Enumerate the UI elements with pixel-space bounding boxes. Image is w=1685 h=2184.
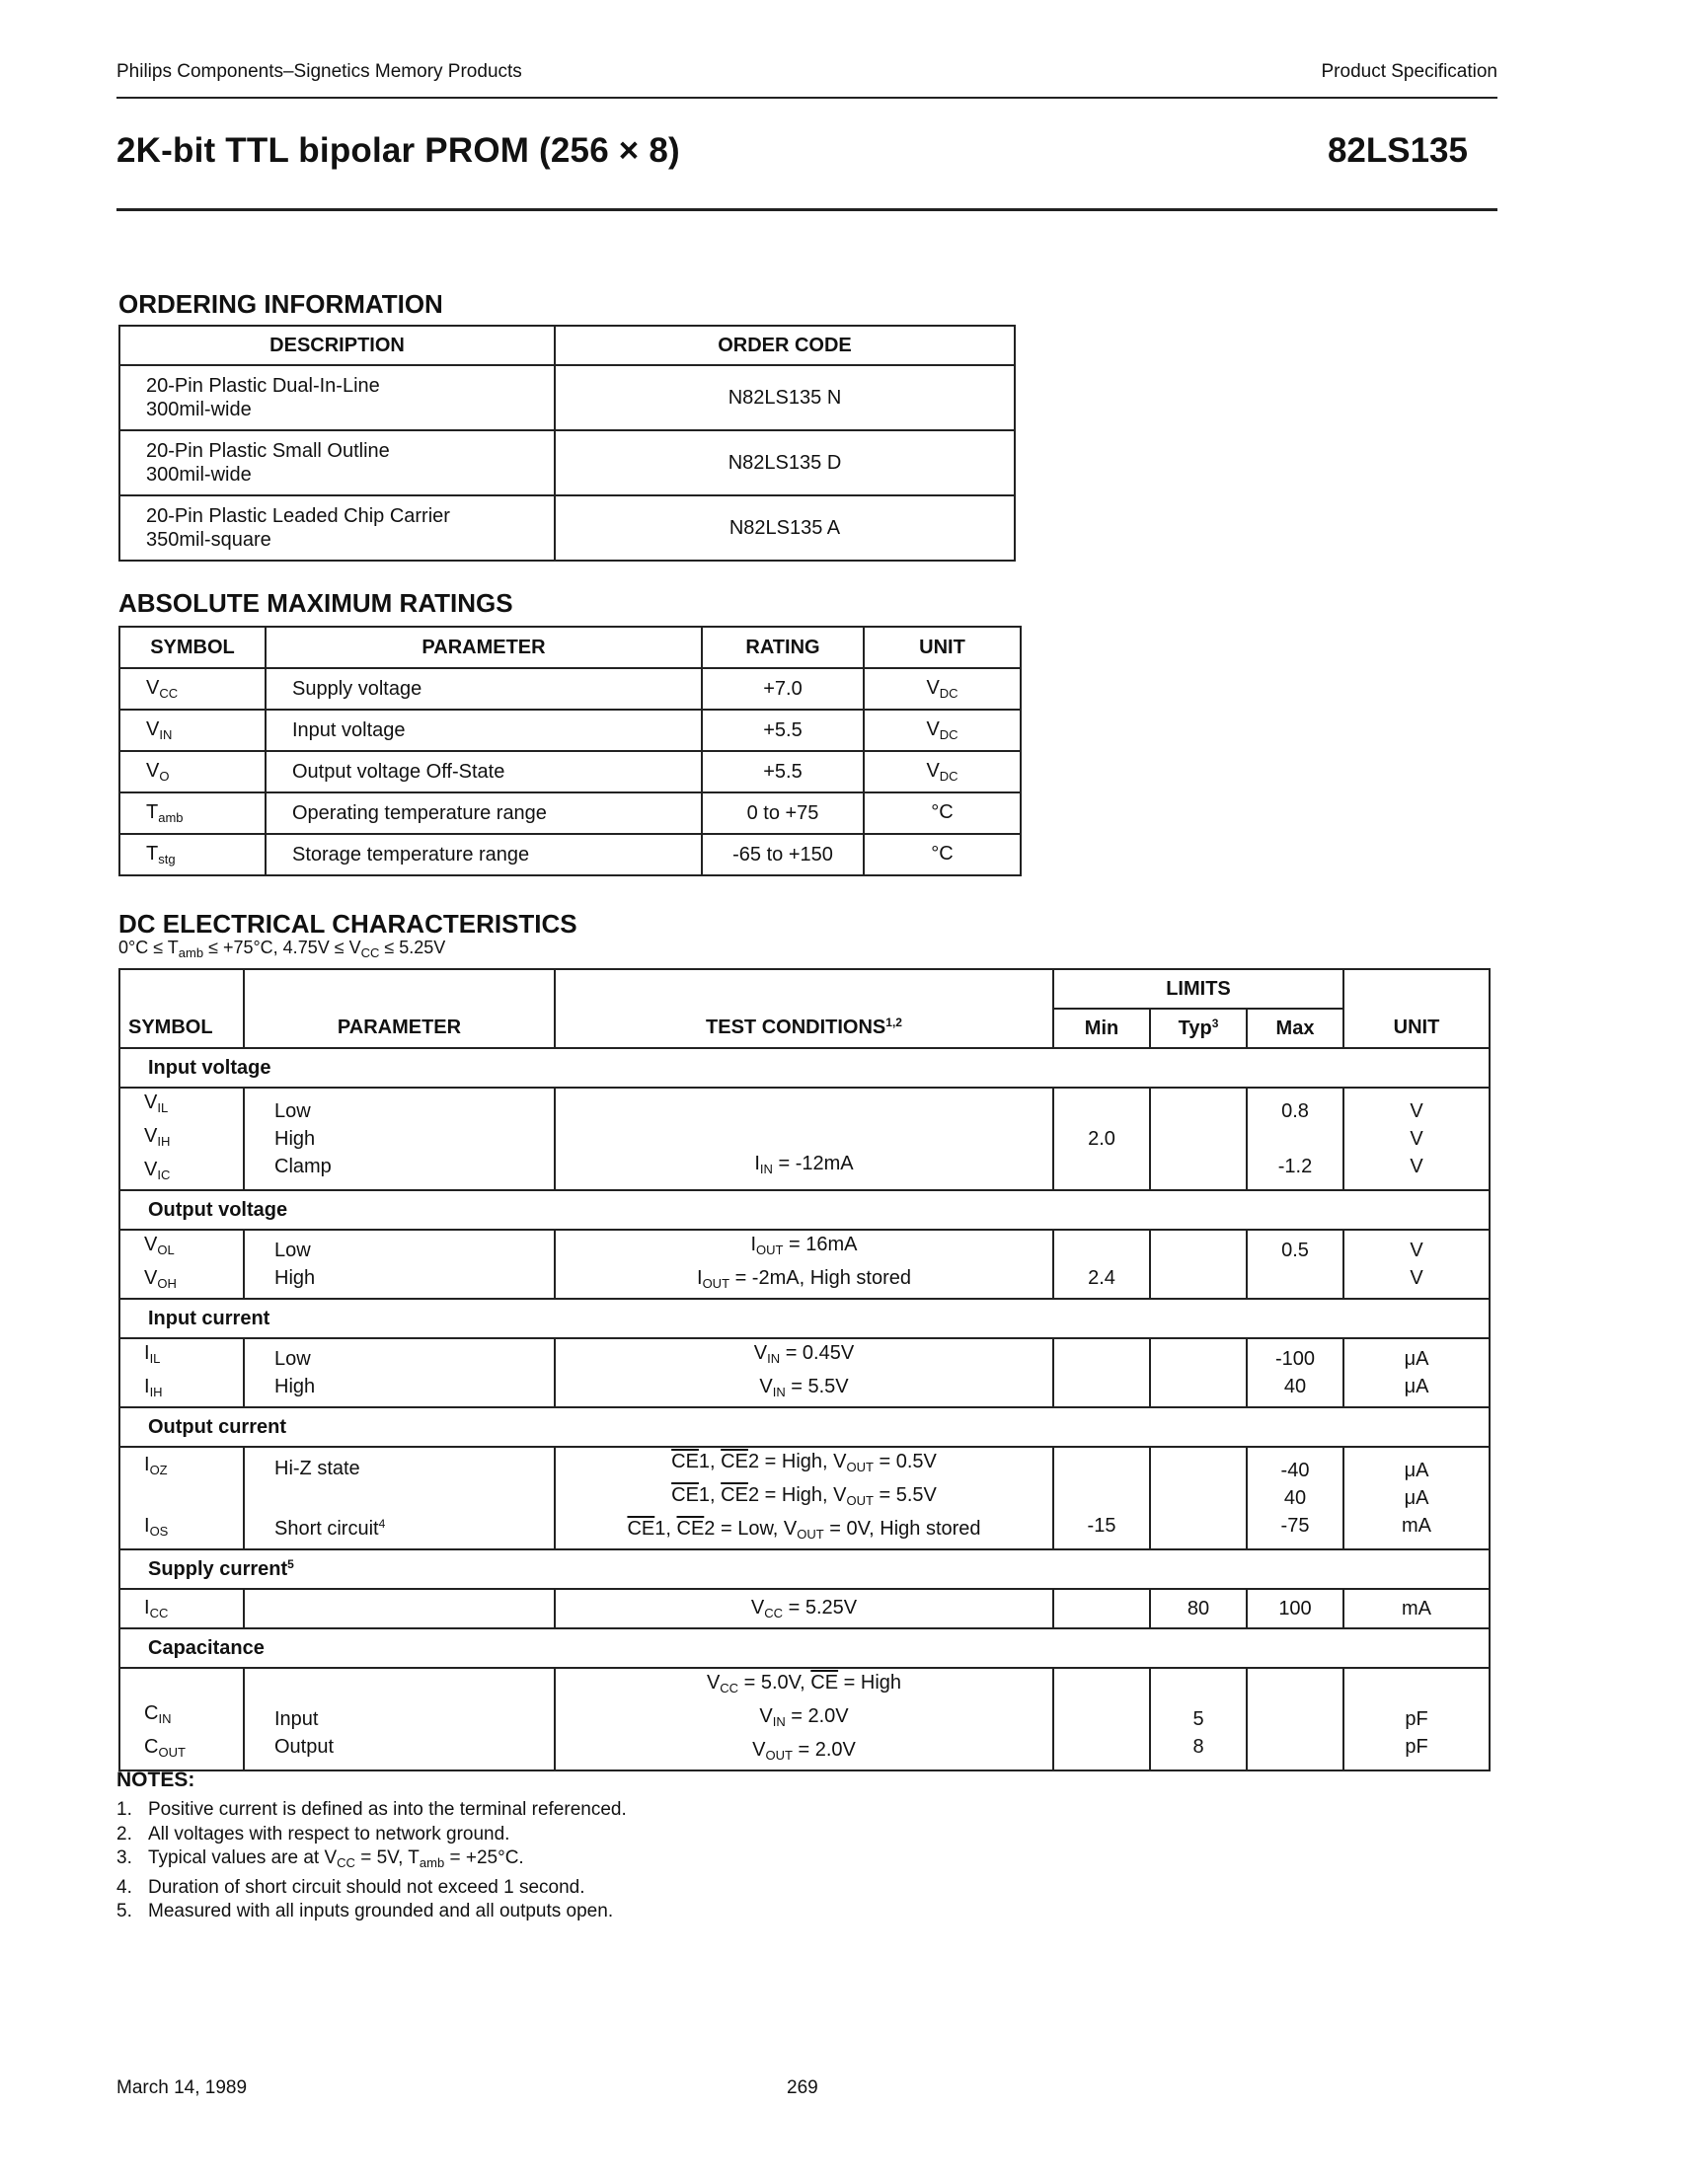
symbol: $I_{CC}$ <box>119 1589 244 1628</box>
test-condition: $I_{OUT} = 16mA$ $I_{OUT} = -2mA$, High stored <box>555 1230 1053 1299</box>
col-limits: LIMITS <box>1053 969 1343 1009</box>
footer-date: March 14, 1989 <box>116 2077 248 2098</box>
rating: 0 to +75 <box>702 792 864 834</box>
unit: °C <box>864 834 1021 875</box>
col-unit: UNIT <box>864 627 1021 668</box>
parameter: Storage temperature range <box>266 834 702 875</box>
group-label: Capacitance <box>119 1628 1490 1668</box>
test-condition: $V_{CC} = 5.0V$, $\overline{CE}$ = High $V_{IN} = 2.0V$ $V_{OUT} = 2.0V$ <box>555 1668 1053 1770</box>
rating: +7.0 <box>702 668 864 710</box>
typ-value: 5 8 <box>1150 1668 1247 1770</box>
unit: mA <box>1343 1589 1490 1628</box>
part-number: 82LS135 <box>1327 131 1468 170</box>
col-parameter: PARAMETER <box>266 627 702 668</box>
parameter: Operating temperature range <box>266 792 702 834</box>
ordering-heading: ORDERING INFORMATION <box>118 289 443 319</box>
typ-value <box>1150 1088 1247 1190</box>
table-row <box>119 668 1021 710</box>
table-row <box>119 1589 1490 1628</box>
col-symbol: SYMBOL <box>119 969 244 1048</box>
amr-heading: ABSOLUTE MAXIMUM RATINGS <box>118 588 513 618</box>
table-row <box>119 1447 1490 1549</box>
min-value: -15 <box>1053 1447 1150 1549</box>
table-row <box>119 430 1015 495</box>
typ-value <box>1150 1230 1247 1299</box>
col-typ: Typ$^3$ <box>1150 1009 1247 1048</box>
group-label: Supply current$^5$ <box>119 1549 1490 1589</box>
note-item: 5. Measured with all inputs grounded and all outputs open. <box>116 1901 614 1921</box>
order-code: N82LS135 A <box>555 495 1015 561</box>
header-rule <box>116 97 1497 99</box>
min-value: 2.0 <box>1053 1088 1150 1190</box>
col-rating: RATING <box>702 627 864 668</box>
table-row <box>119 1230 1490 1299</box>
symbol: $T_{stg}$ <box>119 834 266 875</box>
parameter: Hi-Z state Short circuit$^4$ <box>244 1447 555 1549</box>
parameter: Supply voltage <box>266 668 702 710</box>
symbol: $V_{OL}$ $V_{OH}$ <box>119 1230 244 1299</box>
description-line: 300mil-wide <box>146 464 252 486</box>
group-row <box>119 1407 1490 1447</box>
col-unit: UNIT <box>1343 969 1490 1048</box>
dc-heading: DC ELECTRICAL CHARACTERISTICS <box>118 909 577 939</box>
running-header-left: Philips Components–Signetics Memory Products <box>116 61 522 82</box>
parameter: Low High <box>244 1338 555 1407</box>
unit: pF pF <box>1343 1668 1490 1770</box>
min-value <box>1053 1589 1150 1628</box>
group-row <box>119 1190 1490 1230</box>
max-value: -100 40 <box>1247 1338 1343 1407</box>
group-row <box>119 1549 1490 1589</box>
unit: μA μA mA <box>1343 1447 1490 1549</box>
symbol: $T_{amb}$ <box>119 792 266 834</box>
unit: V V V <box>1343 1088 1490 1190</box>
unit: μA μA <box>1343 1338 1490 1407</box>
parameter: Input voltage <box>266 710 702 751</box>
table-row <box>119 1668 1490 1770</box>
col-order-code: ORDER CODE <box>555 326 1015 365</box>
group-label: Input current <box>119 1299 1490 1338</box>
group-row <box>119 1299 1490 1338</box>
amr-table <box>118 626 1022 876</box>
description-line: 20-Pin Plastic Small Outline <box>146 440 390 462</box>
unit: °C <box>864 792 1021 834</box>
group-label: Input voltage <box>119 1048 1490 1088</box>
symbol: $V_O$ <box>119 751 266 792</box>
order-code: N82LS135 D <box>555 430 1015 495</box>
description-line: 300mil-wide <box>146 399 252 420</box>
symbol: $C_{IN}$ $C_{OUT}$ <box>119 1668 244 1770</box>
parameter: Low High <box>244 1230 555 1299</box>
note-item: 2. All voltages with respect to network ground. <box>116 1823 510 1845</box>
parameter: Input Output <box>244 1668 555 1770</box>
group-label: Output current <box>119 1407 1490 1447</box>
typ-value <box>1150 1338 1247 1407</box>
page-title: 2K-bit TTL bipolar PROM (256 × 8) <box>116 131 680 170</box>
title-rule <box>116 208 1497 211</box>
col-description: DESCRIPTION <box>119 326 555 365</box>
col-parameter: PARAMETER <box>244 969 555 1048</box>
notes-list <box>116 1798 627 1924</box>
notes-heading: NOTES: <box>116 1769 195 1791</box>
unit: $V_{DC}$ <box>864 710 1021 751</box>
symbol: $I_{IL}$ $I_{IH}$ <box>119 1338 244 1407</box>
col-max: Max <box>1247 1009 1343 1048</box>
ordering-table <box>118 325 1016 562</box>
col-symbol: SYMBOL <box>119 627 266 668</box>
max-value: -40 40 -75 <box>1247 1447 1343 1549</box>
test-condition: $V_{IN} = 0.45V$ $V_{IN} = 5.5V$ <box>555 1338 1053 1407</box>
test-condition: $V_{CC} = 5.25V$ <box>555 1589 1053 1628</box>
typ-value: 80 <box>1150 1589 1247 1628</box>
rating: +5.5 <box>702 751 864 792</box>
dc-table <box>118 968 1491 1771</box>
symbol: $V_{CC}$ <box>119 668 266 710</box>
max-value: 100 <box>1247 1589 1343 1628</box>
col-test-conditions: TEST CONDITIONS$^{1,2}$ <box>555 969 1053 1048</box>
unit: $V_{DC}$ <box>864 668 1021 710</box>
table-row <box>119 1338 1490 1407</box>
symbol: $V_{IN}$ <box>119 710 266 751</box>
symbol: $V_{IL}$ $V_{IH}$ $V_{IC}$ <box>119 1088 244 1190</box>
running-header-right: Product Specification <box>1321 61 1497 82</box>
table-row <box>119 710 1021 751</box>
description-line: 350mil-square <box>146 529 271 551</box>
group-label: Output voltage <box>119 1190 1490 1230</box>
page-number: 269 <box>787 2077 818 2098</box>
table-row <box>119 792 1021 834</box>
table-row <box>119 495 1015 561</box>
col-min: Min <box>1053 1009 1150 1048</box>
typ-value <box>1150 1447 1247 1549</box>
max-value: 0.5 <box>1247 1230 1343 1299</box>
test-condition: $\overline{CE}1$, $\overline{CE}2$ = High, $V_{OUT} = 0.5V$ $\overline{CE}1$, $\overline{CE}2$ = High, $V_{OUT} = 5.5V$ $\overline{CE}1$, $\overline{CE}2$ = Low, $V_{OUT} = 0V$, High stored <box>555 1447 1053 1549</box>
min-value <box>1053 1338 1150 1407</box>
parameter: Output voltage Off-State <box>266 751 702 792</box>
unit: $V_{DC}$ <box>864 751 1021 792</box>
note-item: 3. Typical values are at $V_{CC} = 5V$, $T_{amb} = +25^\circ C$. <box>116 1847 524 1870</box>
order-code: N82LS135 N <box>555 365 1015 430</box>
group-row <box>119 1628 1490 1668</box>
group-row <box>119 1048 1490 1088</box>
parameter <box>244 1589 555 1628</box>
note-item: 4. Duration of short circuit should not exceed 1 second. <box>116 1876 585 1898</box>
max-value <box>1247 1668 1343 1770</box>
unit: V V <box>1343 1230 1490 1299</box>
table-row <box>119 1088 1490 1190</box>
description-line: 20-Pin Plastic Dual-In-Line <box>146 375 380 397</box>
rating: -65 to +150 <box>702 834 864 875</box>
parameter: Low High Clamp <box>244 1088 555 1190</box>
min-value <box>1053 1668 1150 1770</box>
note-item: 1. Positive current is defined as into the terminal referenced. <box>116 1799 627 1820</box>
rating: +5.5 <box>702 710 864 751</box>
table-row <box>119 365 1015 430</box>
test-condition: $I_{IN} = -12mA$ <box>555 1088 1053 1190</box>
symbol: $I_{OZ}$ $I_{OS}$ <box>119 1447 244 1549</box>
dc-conditions: $0^\circ C \le T_{amb} \le +75^\circ C$, $4.75V \le V_{CC} \le 5.25V$ <box>118 938 446 960</box>
description-line: 20-Pin Plastic Leaded Chip Carrier <box>146 505 450 527</box>
max-value: 0.8 -1.2 <box>1247 1088 1343 1190</box>
table-row <box>119 751 1021 792</box>
min-value: 2.4 <box>1053 1230 1150 1299</box>
table-row <box>119 834 1021 875</box>
